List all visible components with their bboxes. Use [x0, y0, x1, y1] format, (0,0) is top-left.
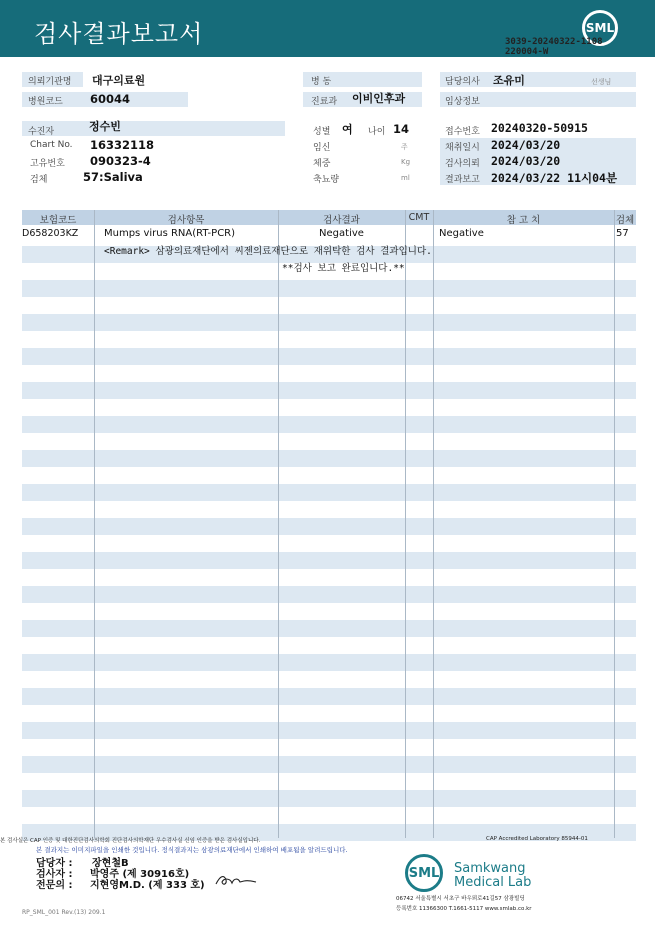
table-row: [22, 722, 636, 739]
table-row: [22, 756, 636, 773]
lab-contact: 등록번호 11366300 T.1661-5117 www.smlab.co.kr: [396, 906, 532, 912]
certification-note: 본 검사실은 CAP 인증 및 대한진단검사의학회 진단검사의학재단 우수검사실 신임 인증을 받은 검사실입니다.: [0, 838, 261, 844]
col-header-cmt: CMT: [408, 212, 430, 223]
weight-label: 체중: [313, 159, 331, 169]
chart-no-value: 16332118: [90, 138, 155, 152]
ward-label: 병 동: [311, 77, 332, 87]
doctor-value: 조유미: [493, 74, 525, 87]
age-value: 14: [393, 122, 410, 136]
column-divider: [405, 210, 406, 838]
table-row: [22, 790, 636, 807]
table-row: [22, 450, 636, 467]
row-specimen: 57: [616, 228, 629, 239]
col-header-reference: 참 고 치: [506, 215, 541, 226]
table-row: [22, 348, 636, 365]
doctor-suffix: 선생님: [591, 78, 612, 86]
collect-date-label: 채취일시: [445, 143, 480, 153]
table-row: [22, 484, 636, 501]
sex-value: 여: [342, 123, 353, 136]
lab-name-line1: Samkwang: [454, 861, 526, 876]
patient-label: 수진자: [28, 127, 55, 137]
report-number-line2: 220004-W: [505, 47, 549, 57]
receipt-no-label: 접수번호: [445, 127, 480, 137]
weight-unit: Kg: [401, 158, 411, 166]
urine-unit: ml: [401, 174, 410, 182]
department-value: 이비인후과: [352, 92, 406, 105]
row-result: Negative: [319, 228, 364, 239]
col-header-specimen: 검체: [615, 215, 635, 226]
column-divider: [433, 210, 434, 838]
row-reference: Negative: [439, 228, 484, 239]
hospital-code-label: 병원코드: [28, 97, 63, 107]
column-divider: [614, 210, 615, 838]
table-row: [22, 280, 636, 297]
age-label: 나이: [368, 127, 386, 137]
lab-name: [454, 862, 531, 890]
receipt-no-value: 20240320-50915: [491, 121, 588, 135]
department-label: 진료과: [311, 97, 338, 107]
completion-text: **검사 보고 완료입니다.**: [282, 263, 405, 274]
table-row: [22, 314, 636, 331]
lab-name-line2: Medical Lab: [454, 875, 532, 890]
unique-no-label: 고유번호: [30, 159, 65, 169]
table-row: [22, 586, 636, 603]
specimen-value: 57:Saliva: [83, 170, 143, 184]
specialist-label: 전문의 :: [36, 880, 73, 891]
table-row: [22, 688, 636, 705]
doctor-label: 담당의사: [445, 77, 480, 87]
request-date-label: 검사의뢰: [445, 159, 480, 169]
table-row: [22, 416, 636, 433]
institution-label: 의뢰기관명: [28, 77, 72, 87]
row-code: D658203KZ: [22, 228, 79, 239]
report-number: [505, 37, 603, 57]
specimen-label: 검체: [30, 175, 48, 185]
chart-no-label: Chart No.: [30, 140, 73, 150]
report-number-line1: 3039-20240322-1108: [505, 37, 603, 47]
table-row: [22, 552, 636, 569]
person-in-charge-label: 담당자 :: [36, 858, 73, 869]
examiner-label: 검사자 :: [36, 869, 73, 880]
urine-label: 축뇨량: [313, 175, 340, 185]
table-row: [22, 654, 636, 671]
table-row: [22, 620, 636, 637]
column-divider: [278, 210, 279, 838]
signature-image: [214, 872, 258, 888]
pregnancy-label: 임신: [313, 143, 331, 153]
sml-logo-icon: SML: [405, 854, 443, 892]
pregnancy-unit: 주: [401, 143, 408, 151]
table-row: [22, 382, 636, 399]
form-code: RP_SML_001 Rev.(13) 209.1: [22, 909, 106, 916]
col-header-item: 검사항목: [167, 215, 205, 226]
column-divider: [94, 210, 95, 838]
institution-value: 대구의료원: [92, 74, 146, 87]
report-date-label: 결과보고: [445, 175, 480, 185]
hospital-code-value: 60044: [90, 92, 131, 106]
unique-no-value: 090323-4: [90, 154, 151, 168]
print-notice: 본 결과지는 이미지파일을 인쇄한 것입니다. 정식결과지는 삼광의료재단에서 인쇄하여 배포됨을 알려드립니다.: [36, 846, 348, 854]
row-item: Mumps virus RNA(RT-PCR): [104, 228, 236, 239]
patient-value: 정수빈: [89, 120, 121, 133]
collect-date-value: 2024/03/20: [491, 138, 561, 152]
request-date-value: 2024/03/20: [491, 154, 561, 168]
specialist-value: 지현영M.D. (제 333 호): [90, 880, 205, 891]
clinical-info-label: 임상정보: [445, 97, 480, 107]
report-date-value: 2024/03/22 11시04분: [491, 171, 618, 185]
page-title: 검사결과보고서: [34, 20, 204, 48]
person-in-charge-value: 장현철B: [92, 858, 129, 869]
remark-text: <Remark> 삼광의료재단에서 씨젠의료재단으로 재위탁한 검사 결과입니다.: [104, 246, 432, 257]
sml-logo-icon: SML: [582, 10, 618, 46]
cap-accreditation: CAP Accredited Laboratory 85944-01: [486, 836, 588, 842]
examiner-value: 박영주 (제 30916호): [90, 869, 190, 880]
table-row: [22, 518, 636, 535]
col-header-code: 보험코드: [39, 215, 77, 226]
col-header-result: 검사결과: [323, 215, 360, 226]
sex-label: 성별: [313, 127, 331, 137]
patient-box: [22, 121, 285, 136]
lab-address: 06742 서울특별시 서초구 바우뫼로41길57 삼광빌딩: [396, 896, 525, 902]
